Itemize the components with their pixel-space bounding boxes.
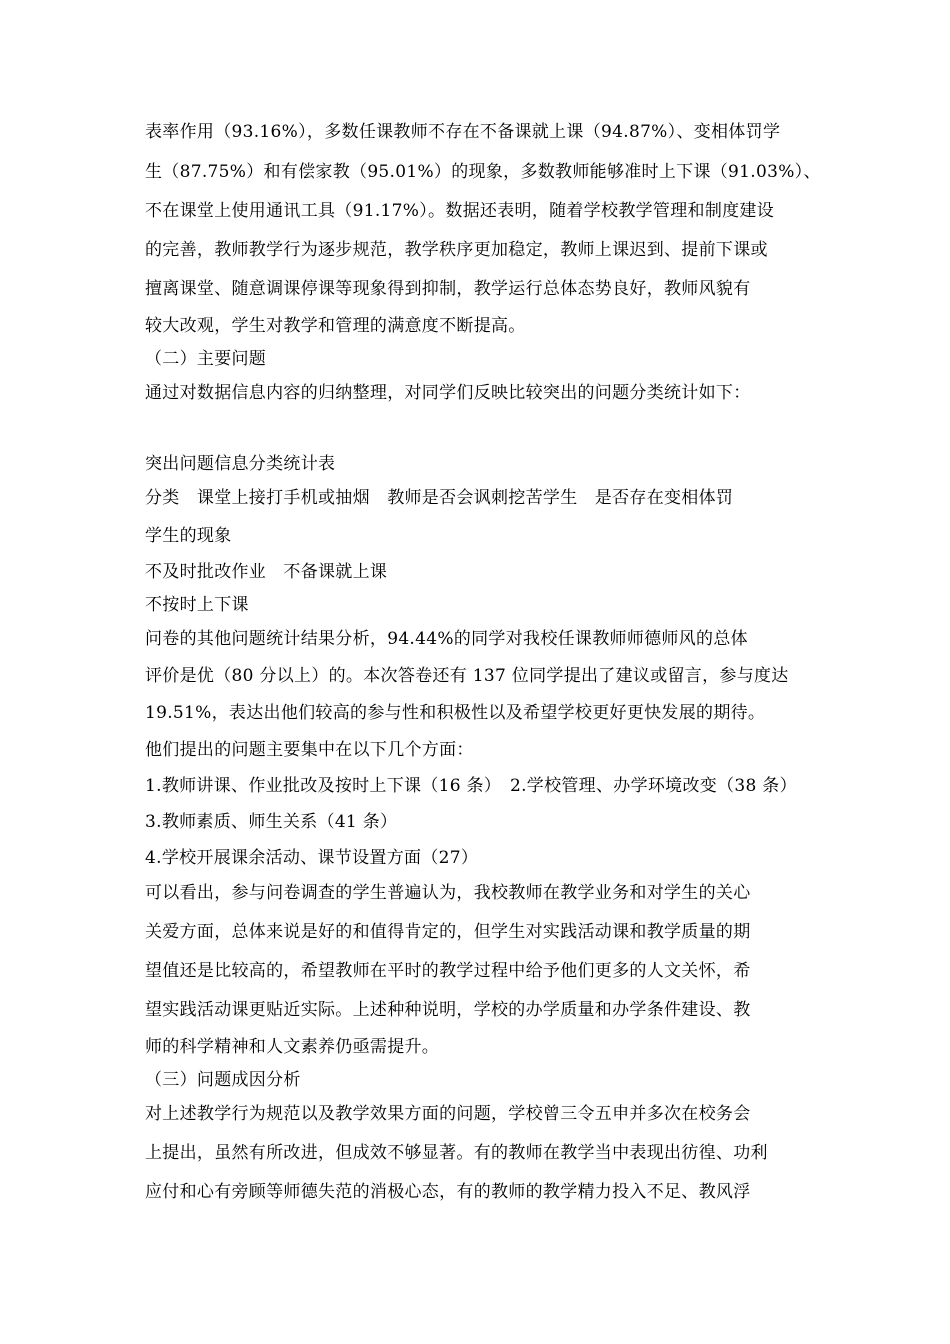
paragraph-line: 可以看出，参与问卷调查的学生普遍认为，我校教师在教学业务和对学生的关心 bbox=[145, 883, 751, 903]
paragraph-line: 问卷的其他问题统计结果分析，94.44%的同学对我校任课教师师德师风的总体 bbox=[145, 629, 748, 649]
paragraph-line: 应付和心有旁顾等师德失范的消极心态，有的教师的教学精力投入不足、教风浮 bbox=[145, 1182, 751, 1202]
paragraph-line: 关爱方面，总体来说是好的和值得肯定的，但学生对实践活动课和教学质量的期 bbox=[145, 922, 751, 942]
paragraph-line: 望值还是比较高的，希望教师在平时的教学过程中给予他们更多的人文关怀，希 bbox=[145, 961, 751, 981]
table-title: 突出问题信息分类统计表 bbox=[145, 454, 336, 474]
paragraph-line: 的完善，教师教学行为逐步规范，教学秩序更加稳定，教师上课迟到、提前下课或 bbox=[145, 240, 768, 260]
paragraph-line: 评价是优（80 分以上）的。本次答卷还有 137 位同学提出了建议或留言，参与度达 bbox=[145, 666, 789, 686]
paragraph-line: 上提出，虽然有所改进，但成效不够显著。有的教师在教学当中表现出彷徨、功利 bbox=[145, 1143, 768, 1163]
paragraph-line: 望实践活动课更贴近实际。上述种种说明，学校的办学质量和办学条件建设、教 bbox=[145, 1000, 751, 1020]
paragraph-line: 通过对数据信息内容的归纳整理，对同学们反映比较突出的问题分类统计如下： bbox=[145, 383, 751, 403]
table-header-row: 不及时批改作业 不备课就上课 bbox=[145, 562, 388, 582]
table-header-row: 不按时上下课 bbox=[145, 595, 249, 615]
list-item: 1.教师讲课、作业批改及按时上下课（16 条） 2.学校管理、办学环境改变（38 条） bbox=[145, 776, 797, 796]
table-header-row: 学生的现象 bbox=[145, 526, 232, 546]
table-header-row: 分类 课堂上接打手机或抽烟 教师是否会讽刺挖苦学生 是否存在变相体罚 bbox=[145, 488, 734, 508]
section-heading: （三）问题成因分析 bbox=[145, 1070, 301, 1090]
paragraph-line: 不在课堂上使用通讯工具（91.17%）。数据还表明，随着学校教学管理和制度建设 bbox=[145, 201, 775, 221]
paragraph-line: 生（87.75%）和有偿家教（95.01%）的现象，多数教师能够准时上下课（91.03%）、 bbox=[145, 162, 821, 182]
paragraph-line: 19.51%，表达出他们较高的参与性和积极性以及希望学校更好更快发展的期待。 bbox=[145, 703, 766, 723]
paragraph-line: 擅离课堂、随意调课停课等现象得到抑制，教学运行总体态势良好，教师风貌有 bbox=[145, 279, 751, 299]
section-heading: （二）主要问题 bbox=[145, 349, 267, 369]
list-item: 4.学校开展课余活动、课节设置方面（27） bbox=[145, 848, 479, 868]
paragraph-line: 他们提出的问题主要集中在以下几个方面： bbox=[145, 740, 474, 760]
list-item: 3.教师素质、师生关系（41 条） bbox=[145, 812, 398, 832]
paragraph-line: 师的科学精神和人文素养仍亟需提升。 bbox=[145, 1037, 440, 1057]
paragraph-line: 表率作用（93.16%），多数任课教师不存在不备课就上课（94.87%）、变相体罚学 bbox=[145, 122, 781, 142]
paragraph-line: 对上述教学行为规范以及教学效果方面的问题，学校曾三令五申并多次在校务会 bbox=[145, 1104, 751, 1124]
paragraph-line: 较大改观，学生对教学和管理的满意度不断提高。 bbox=[145, 316, 526, 336]
